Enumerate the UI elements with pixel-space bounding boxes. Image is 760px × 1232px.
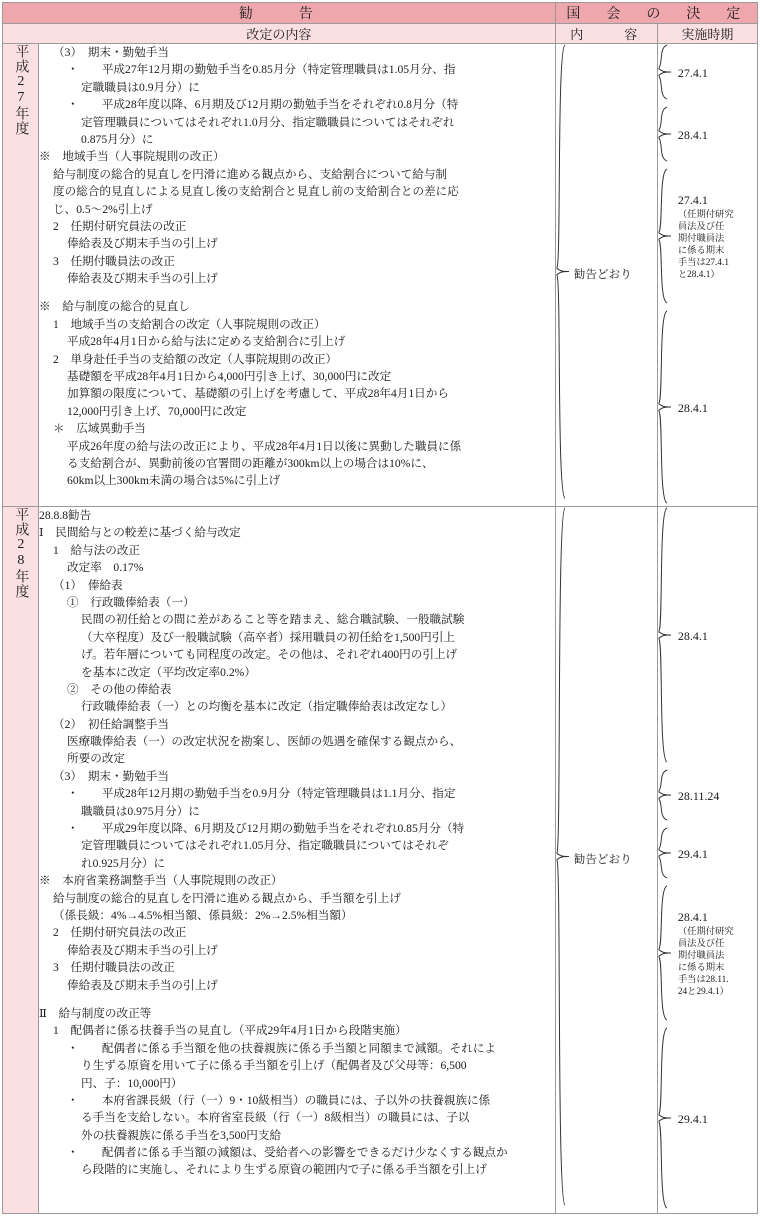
timing-note-line: 員法及び任 [677, 222, 725, 233]
brace-decoration [658, 310, 672, 504]
content-line: 医療職俸給表（一）の改定状況を勘案し、医師の処遇を確保する観点から、 [67, 735, 462, 749]
timing-group [658, 168, 757, 310]
timing-group [658, 885, 757, 1027]
content-line: 俸給表及び期末手当の引上げ [67, 272, 218, 286]
content-line: ※ 地域手当（人事院規則の改正） [39, 150, 225, 164]
brace-decoration [658, 44, 672, 100]
timing-date: 27.4.1 [677, 193, 708, 207]
content-line: げ。若年層についても同程度の改定。その他は、それぞれ400円の引上げ [81, 648, 458, 662]
timing-group [658, 827, 757, 885]
brace-decoration [556, 44, 570, 499]
content-line: （2） 初任給調整手当 [53, 717, 169, 731]
content-line: ※ 給与制度の総合的見直し [39, 300, 190, 314]
content-line: 平成26年度の給与法の改正により、平成28年4月1日以後に異動した職員に係 [67, 439, 462, 453]
decision-content-cell [555, 507, 657, 1214]
content-line: ＊ 広域異動手当 [53, 422, 146, 436]
content-line: り生ずる原資を用いて子に係る手当額を引上げ（配偶者及び父母等：6,500 [81, 1059, 467, 1073]
content-line: 12,000円引き上げ、70,000円に改定 [67, 404, 247, 418]
header-revision-content: 改定の内容 [3, 24, 556, 44]
timing-note-line: に係る期末 [677, 246, 725, 257]
implementation-timing-cell [657, 507, 757, 1214]
timing-group [658, 769, 757, 827]
fiscal-year-label: 平成27年度 [13, 44, 29, 136]
timing-note-line: に係る期末 [677, 963, 725, 974]
content-line: ・ 平成28年度以降、6月期及び12月期の勤勉手当をそれぞれ0.8月分（特 [67, 98, 459, 112]
timing-note-line: 期付職員法 [677, 951, 725, 962]
timing-note-line: 24と29.4.1） [677, 987, 729, 998]
content-line: 28.8.8勧告 [39, 509, 92, 522]
brace-decoration [556, 507, 570, 1206]
content-line: ・ 配偶者に係る手当額を他の扶養親族に係る手当額と同額まで減額。それによ [67, 1041, 497, 1055]
content-line: 1 配偶者に係る扶養手当の見直し（平成29年4月1日から段階実施） [53, 1024, 407, 1038]
timing-note-line: 期付職員法 [677, 234, 725, 245]
implementation-timing-cell [657, 44, 757, 507]
content-line: ・ 本府省課長級（行（一）9・10級相当）の職員には、子以外の扶養親族に係 [67, 1093, 491, 1107]
content-line: ら段階的に実施し、それにより生ずる原資の範囲内で子に係る手当額を引上げ [81, 1163, 487, 1177]
timing-date: 27.4.1 [677, 66, 708, 80]
timing-note-line: （任期付研究 [677, 210, 734, 220]
timing-note-line: （任期付研究 [677, 927, 734, 937]
document-page [0, 2, 760, 1232]
content-line: （3） 期末・勤勉手当 [53, 46, 169, 59]
fiscal-year-label-cell [3, 507, 39, 1214]
timing-date: 28.4.1 [677, 629, 708, 643]
content-line: （係長級：4%→4.5%相当額、係員級：2%→2.5%相当額） [53, 908, 353, 922]
content-line: ※ 本府省業務調整手当（人事院規則の改正） [39, 874, 283, 888]
content-line: 俸給表及び期末手当の引上げ [67, 943, 218, 957]
content-line: 改定率 0.17% [67, 561, 144, 575]
header-recommendation: 勧 告 [3, 3, 556, 24]
timing-note-line: 員法及び任 [677, 939, 725, 950]
content-line: 俸給表及び期末手当の引上げ [67, 237, 218, 251]
timing-group [658, 1027, 757, 1215]
content-line: 行政職俸給表（一）との均衡を基本に改定（指定職俸給表は改定なし） [81, 700, 453, 714]
brace-decoration [658, 507, 672, 763]
content-line: ・ 平成29年度以降、6月期及び12月期の勤勉手当をそれぞれ0.85月分（特 [67, 822, 465, 836]
timing-group [658, 44, 757, 106]
content-line: 2 任期付研究員法の改正 [53, 219, 187, 233]
timing-group [658, 106, 757, 168]
fiscal-year-label-cell [3, 44, 39, 507]
content-line: る手当を支給しない。本府省室長級（行（一）8級相当）の職員には、子以 [81, 1111, 470, 1125]
table-body [3, 44, 758, 1214]
content-line: ・ 平成27年12月期の勤勉手当を0.85月分（特定管理職員は1.05月分、指 [67, 63, 456, 77]
content-line: ・ 平成28年12月期の勤勉手当を0.9月分（特定管理職員は1.1月分、指定 [67, 787, 456, 801]
timing-date: 29.4.1 [677, 847, 708, 861]
timing-note-line: 手当は28.11. [677, 975, 729, 986]
decision-content-cell [555, 44, 657, 507]
content-line: 民間の初任給との間に差があること等を踏まえ、総合職試験、一般職試験 [81, 613, 465, 627]
content-line: ① 行政職俸給表（一） [67, 595, 195, 609]
timing-date: 29.4.1 [677, 1112, 708, 1126]
paragraph-gap [39, 287, 555, 298]
fiscal-year-label: 平成28年度 [13, 507, 29, 599]
timing-date: 28.4.1 [677, 401, 708, 415]
content-line: 職職員は0.975月分）に [81, 804, 200, 818]
content-line: 度の総合的見直しによる見直し後の支給割合と見直し前の支給割合との差に応 [53, 185, 459, 199]
timing-group [658, 507, 757, 769]
content-line: 基礎額を平成28年4月1日から4,000円引き上げ、30,000円に改定 [67, 370, 392, 384]
brace-decoration [658, 1027, 672, 1209]
content-line: 2 単身赴任手当の支給額の改定（人事院規則の改正） [53, 352, 338, 366]
revision-content-text [39, 44, 555, 490]
decision-content-label: 勧告どおり [573, 852, 632, 866]
header-diet-decision: 国 会 の 決 定 [555, 3, 757, 24]
content-line: を基本に改定（平均改定率0.2%） [81, 665, 256, 679]
content-line: れ0.925月分）に [81, 856, 166, 870]
brace-decoration [658, 769, 672, 821]
table-header [3, 3, 758, 44]
header-content: 内 容 [555, 24, 657, 44]
timing-note-line: と28.4.1） [677, 270, 720, 281]
timing-note [678, 926, 734, 998]
revision-content-text [39, 507, 555, 1179]
content-line: 俸給表及び期末手当の引上げ [67, 978, 218, 992]
timing-date: 28.4.1 [677, 128, 708, 142]
content-line: 所要の改定 [67, 752, 126, 766]
content-line: ② その他の俸給表 [67, 682, 172, 696]
table-row [3, 507, 758, 1214]
content-line: 給与制度の総合的見直しを円滑に進める観点から、手当額を引上げ [53, 891, 401, 905]
brace-decoration [658, 827, 672, 879]
content-line: （大卒程度）及び一般職試験（高卒者）採用職員の初任給を1,500円引上 [81, 630, 455, 644]
salary-revision-table [2, 2, 758, 1214]
content-line: 定管理職員についてはそれぞれ1.0月分、指定職職員についてはそれぞれ [81, 115, 455, 129]
content-line: 1 給与法の改正 [53, 543, 141, 557]
timing-date: 28.4.1 [677, 910, 708, 924]
revision-content-cell [39, 507, 556, 1214]
timing-note [678, 209, 734, 281]
revision-content-cell [39, 44, 556, 507]
header-implementation-time: 実施時期 [657, 24, 757, 44]
content-line: ・ 配偶者に係る手当額の減額は、受給者への影響をできるだけ少なくする観点か [67, 1146, 508, 1160]
content-line: 平成28年4月1日から給与法に定める支給割合に引上げ [67, 335, 346, 349]
content-line: 加算額の限度について、基礎額の引上げを考慮して、平成28年4月1日から [67, 387, 449, 401]
content-line: 円、子：10,000円） [81, 1076, 183, 1090]
content-line: 0.875月分）に [81, 132, 154, 146]
brace-decoration [658, 885, 672, 1021]
content-line: 給与制度の総合的見直しを円滑に進める観点から、支給割合について給与制 [53, 167, 448, 181]
brace-decoration [658, 168, 672, 304]
timing-date: 28.11.24 [677, 789, 720, 803]
content-line: 外の扶養親族に係る手当を3,500円支給 [81, 1128, 282, 1142]
content-line: （1） 俸給表 [53, 578, 123, 592]
content-line: 1 地域手当の支給割合の改定（人事院規則の改正） [53, 317, 326, 331]
table-row [3, 44, 758, 507]
brace-decoration [658, 106, 672, 162]
content-line: 2 任期付研究員法の改正 [53, 926, 187, 940]
content-line: （3） 期末・勤勉手当 [53, 769, 169, 783]
content-line: Ⅱ 給与制度の改正等 [39, 1006, 152, 1020]
timing-note-line: 手当は27.4.1 [677, 258, 729, 269]
content-line: る支給割合が、異動前後の官署間の距離が300km以上の場合は10%に、 [67, 456, 434, 470]
decision-content-label: 勧告どおり [573, 267, 632, 281]
header-row-sub [3, 24, 758, 44]
header-row-top [3, 3, 758, 24]
content-line: 3 任期付職員法の改正 [53, 254, 175, 268]
content-line: 定職職員は0.9月分）に [81, 80, 200, 94]
timing-group [658, 310, 757, 510]
content-line: Ⅰ 民間給与との較差に基づく給与改定 [39, 526, 241, 540]
content-line: 3 任期付職員法の改正 [53, 961, 175, 975]
content-line: 60km以上300km未満の場合は5%に引上げ [67, 474, 281, 488]
content-line: じ、0.5～2%引上げ [53, 202, 153, 216]
content-line: 定管理職員についてはそれぞれ1.05月分、指定職職員についてはそれぞ [81, 839, 449, 853]
paragraph-gap [39, 994, 555, 1005]
